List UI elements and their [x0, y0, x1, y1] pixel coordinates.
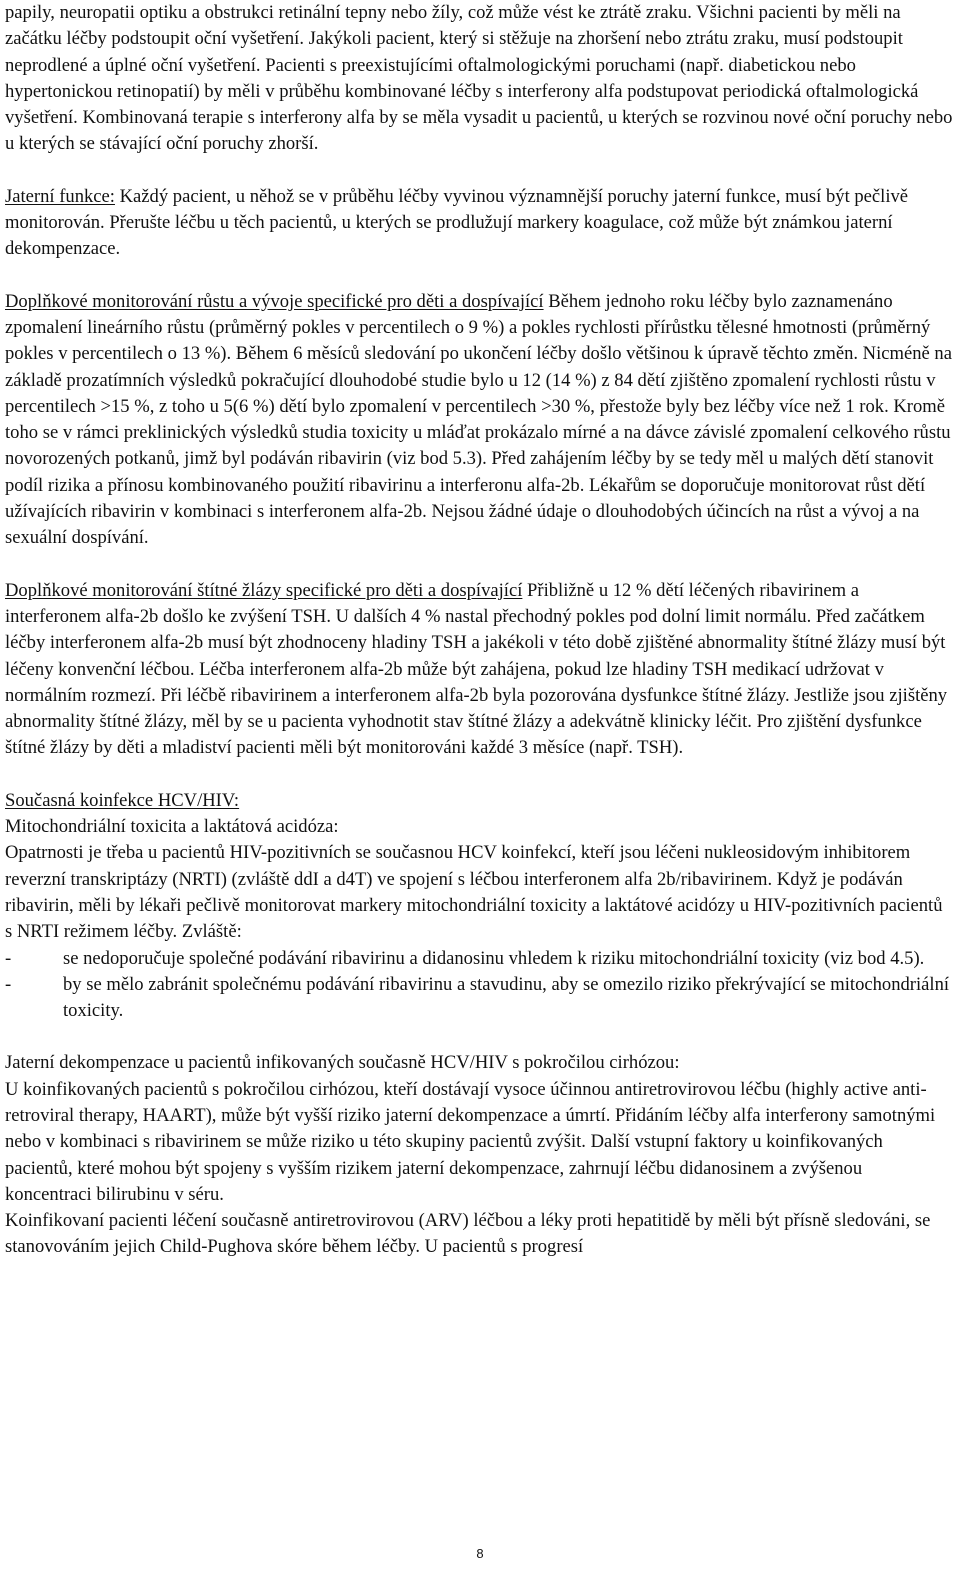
coinfection-heading-text: Současná koinfekce HCV/HIV:: [5, 789, 240, 811]
paragraph-liver-function: [5, 184, 953, 263]
paragraph-growth-monitoring: [5, 289, 953, 552]
mitochondrial-toxicity-subheading: Mitochondriální toxicita a laktátová acidóza:: [5, 816, 339, 838]
paragraph-cirrhosis-risk: U koinfikovaných pacientů s pokročilou cirhózou, kteří dostávají vysoce účinnou antiretrovirovou léčbu (highly active anti-retroviral therapy, HAART), může být vyšší riziko jaterní dekompenzace a úmrtí. Přidáním léčby alfa interferony samotnými nebo v kombinaci s ribavirinem se může riziko u této skupiny pacientů zvýšit. Další vstupní faktory u koinfikovaných pacientů, které mohou být spojeny s vyšším rizikem jaterní dekompenzace, zahrnují léčbu didanosinem a zvýšenou koncentraci bilirubinu v séru.: [5, 1078, 936, 1205]
thyroid-monitoring-heading: Doplňkové monitorování štítné žlázy specifické pro děti a dospívající: [5, 579, 523, 601]
liver-function-heading: Jaterní funkce:: [5, 185, 115, 207]
page-number: 8: [476, 1546, 484, 1561]
growth-monitoring-heading: Doplňkové monitorování růstu a vývoje specifické pro děti a dospívající: [5, 290, 544, 312]
paragraph-ophthalmology: papily, neuropatii optiku a obstrukci retinální tepny nebo žíly, což může vést ke ztrátě zraku. Všichni pacienti by měli na začátku léčby podstoupit oční vyšetření. Jakýkoli pacient, který si stěžuje na zhoršení nebo ztrátu zraku, musí podstoupit neprodlené a úplné oční vyšetření. Pacienti s preexistujícími oftalmologickými poruchami (např. diabetickou nebo hypertonickou retinopatií) by měli v průběhu kombinované léčby s interferony alfa podstupovat periodická oftalmologická vyšetření. Kombinovaná terapie s interferony alfa by se měla vysadit u pacientů, u kterých se rozvinou nové oční poruchy nebo u kterých se stávající oční poruchy zhorší.: [5, 2, 953, 155]
liver-function-text: Každý pacient, u něhož se v průběhu léčby vyvinou významnější poruchy jaterní funkce, musí být pečlivě monitorován. Přerušte léčbu u těch pacientů, u kterých se prodlužují markery koagulace, což může být známkou jaterní dekompenzace.: [5, 185, 909, 260]
coinfection-heading: [5, 788, 953, 814]
list-item: [5, 972, 953, 1025]
paragraph-thyroid-monitoring: [5, 578, 953, 762]
cirrhosis-heading: Jaterní dekompenzace u pacientů infikovaných současně HCV/HIV s pokročilou cirhózou:: [5, 1052, 680, 1074]
document-page: [5, 0, 953, 1261]
thyroid-monitoring-text: Přibližně u 12 % dětí léčených ribavirinem a interferonem alfa-2b došlo ke zvýšení TSH. U dalších 4 % nastal přechodný pokles pod dolní limit normálu. Před začátkem léčby interferonem alfa-2b musí být zhodnoceny hladiny TSH a jakékoli v této době zjištěné abnormality štítné žlázy musí být léčeny konvenční léčbou. Léčba interferonem alfa-2b může být zahájena, pokud lze hladiny TSH medikací udržovat v normálním rozmezí. Při léčbě ribavirinem a interferonem alfa-2b byla pozorována dysfunkce štítné žlázy. Jestliže jsou zjištěny abnormality štítné žlázy, měl by se u pacienta vyhodnotit stav štítné žlázy a adekvátně klinicky léčit. Pro zjištění dysfunkce štítné žlázy by děti a mladiství pacienti měli být monitorováni každé 3 měsíce (např. TSH).: [5, 579, 948, 759]
list-item: [5, 946, 953, 972]
bullet-text: by se mělo zabránit společnému podávání ribavirinu a stavudinu, aby se omezilo riziko překrývající se mitochondriální toxicity.: [63, 973, 950, 1022]
bullet-dash: -: [5, 947, 12, 969]
bullet-text: se nedoporučuje společné podávání ribavirinu a didanosinu vhledem k riziku mitochondriální toxicity (viz bod 4.5).: [63, 947, 925, 969]
paragraph-mitochondrial-toxicity: Opatrnosti je třeba u pacientů HIV-pozitivních se současnou HCV koinfekcí, kteří jsou léčeni nukleosidovým inhibitorem reverzní transkriptázy (NRTI) (zvláště ddI a d4T) ve spojení s léčbou interferonem alfa 2b/ribavirinem. Když je podáván ribavirin, měli by lékaři pečlivě monitorovat markery mitochondriální toxicity a laktátové acidózy u HIV-pozitivních pacientů s NRTI režimem léčby. Zvláště:: [5, 842, 943, 943]
growth-monitoring-text: Během jednoho roku léčby bylo zaznamenáno zpomalení lineárního růstu (průměrný pokles v percentilech o 9 %) a pokles rychlosti přírůstku tělesné hmotnosti (průměrný pokles v percentilech o 13 %). Během 6 měsíců sledování po ukončení léčby došlo většinou k úpravě těchto změn. Nicméně na základě prozatímních výsledků pokračující dlouhodobé studie bylo u 12 (14 %) z 84 dětí zjištěno zpomalení rychlosti růstu v percentilech >15 %, z toho u 5(6 %) dětí bylo zpomalení v percentilech >30 %, přestože byly bez léčby více než 1 rok. Kromě toho se v rámci preklinických výsledků studia toxicity u mláďat prokázalo mírné a na dávce závislé zpomalení celkového růstu novorozených potkanů, jimž byl podáván ribavirin (viz bod 5.3). Před zahájením léčby by se tedy měl u malých dětí stanovit podíl rizika a přínosu kombinovaného použití ribavirinu a interferonu alfa-2b. Lékařům se doporučuje monitorovat růst dětí užívajících ribavirin v kombinaci s interferonem alfa-2b. Nejsou žádné údaje o dlouhodobých účincích na růst a vývoj a na sexuální dospívání.: [5, 290, 952, 549]
bullet-dash: -: [5, 973, 12, 995]
paragraph-cirrhosis-monitoring: Koinfikovaní pacienti léčení současně antiretrovirovou (ARV) léčbou a léky proti hepatitidě by měli být přísně sledováni, se stanovováním jejich Child-Pughova skóre během léčby. U pacientů s progresí: [5, 1210, 931, 1258]
